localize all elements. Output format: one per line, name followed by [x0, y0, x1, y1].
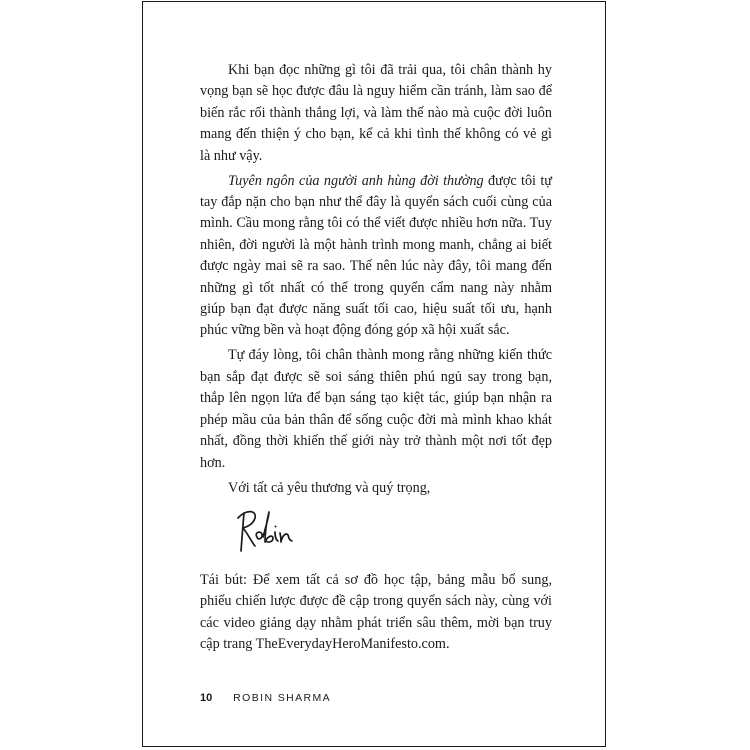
paragraph-1-text: Khi bạn đọc những gì tôi đã trải qua, tôi chân thành hy vọng bạn sẽ học được đâu là nguy hiểm cần tránh, làm sao để biến rắc rối thành thắng lợi, và làm thế nào mà cuộc đời luôn mang đến thiện ý cho bạn, kể cả khi tình thế không có vẻ gì là như vậy.	[200, 62, 552, 164]
page-footer	[200, 692, 331, 704]
paragraph-3-text: Tự đáy lòng, tôi chân thành mong rằng những kiến thức bạn sắp đạt được sẽ soi sáng thiên phú ngủ say trong bạn, thắp lên ngọn lửa để bạn sáng tạo kiệt tác, giúp bạn nhận ra phép mầu của bản thân để sống cuộc đời mà mình khao khát nhất, đồng thời khiến thế giới này trở thành một nơi tốt đẹp hơn.	[200, 347, 552, 471]
postscript-text: Tái bút: Để xem tất cả sơ đồ học tập, bảng mẫu bổ sung, phiếu chiến lược được đề cập trong quyển sách này, cùng với các video giảng dạy nhằm phát triển sâu thêm, mời bạn truy cập trang TheEverydayHeroManifesto.com.	[200, 572, 552, 653]
handwritten-signature	[230, 504, 300, 556]
paragraph-3	[200, 345, 552, 473]
paragraph-1	[200, 60, 552, 167]
closing-text: Với tất cả yêu thương và quý trọng,	[228, 479, 431, 496]
closing-line	[200, 478, 552, 499]
postscript	[200, 570, 552, 656]
paragraph-2	[200, 171, 552, 342]
body-text	[200, 60, 552, 499]
page-number: 10	[200, 692, 213, 704]
paragraph-2-text: được tôi tự tay đắp nặn cho bạn như thể đây là quyển sách cuối cùng của mình. Cầu mong rằng tôi có thể viết được nhiều hơn nữa. Tuy nhiên, đời người là một hành trình mong manh, chẳng ai biết được ngày mai sẽ ra sao. Thế nên lúc này đây, tôi mang đến những gì tốt nhất có thể trong quyển cẩm nang này nhằm giúp bạn đạt được năng suất tối cao, hiệu suất tối ưu, hạnh phúc vững bền và hoạt động đóng góp xã hội xuất sắc.	[200, 172, 552, 339]
book-title-italic: Tuyên ngôn của người anh hùng đời thường	[228, 172, 484, 189]
running-author: ROBIN SHARMA	[233, 692, 332, 704]
